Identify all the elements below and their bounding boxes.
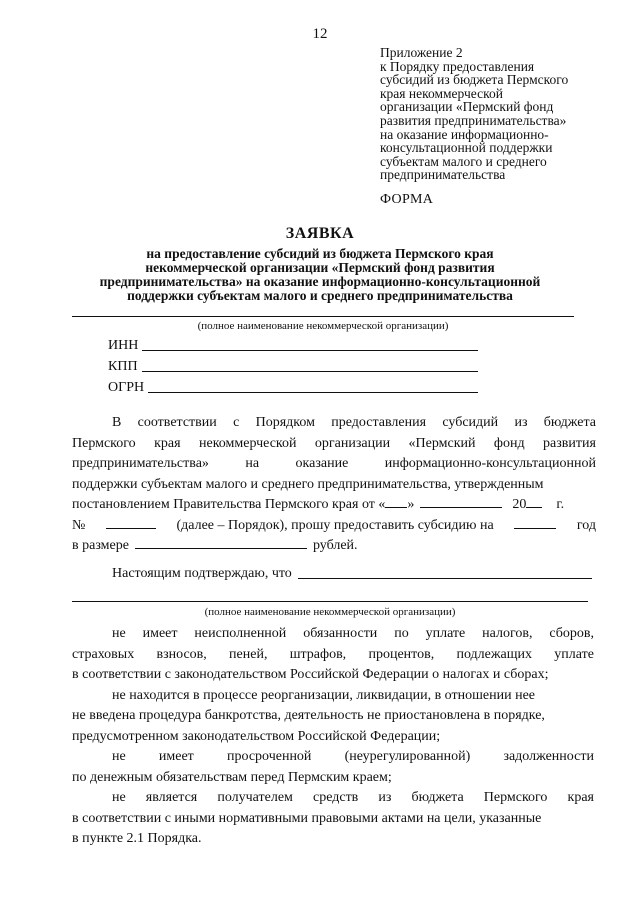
word: края [154, 435, 181, 451]
word: края [567, 790, 594, 805]
word: соответствии [137, 415, 217, 430]
para-line-1 [72, 413, 596, 434]
word: не [112, 790, 126, 805]
word: штрафов, [289, 646, 347, 662]
inn-line[interactable] [142, 350, 478, 351]
condition-2-line-2 [72, 706, 594, 727]
word: на [245, 456, 260, 471]
word: процентов, [368, 646, 435, 662]
word: имеет [142, 626, 178, 641]
confirm-blank[interactable] [298, 578, 592, 579]
appendix-line: Приложение 2 [380, 45, 463, 60]
word: по [394, 626, 409, 641]
ogrn-label: ОГРН [108, 380, 145, 395]
word: предпринимательства» [72, 456, 209, 471]
word: из [378, 790, 392, 805]
word: страховых [72, 646, 135, 662]
appendix-line: развития предпринимательства» [380, 112, 567, 128]
word: информационно-консультационной [384, 456, 596, 471]
condition-text: предусмотренном законодательством Российской Федерации; [72, 728, 441, 744]
para-text: г. [556, 497, 565, 512]
word: с [233, 415, 240, 430]
word: не [112, 749, 126, 764]
condition-1-line-3 [72, 665, 594, 686]
word: задолженности [503, 749, 594, 764]
condition-text: в пункте 2.1 Порядка. [72, 831, 202, 846]
confirm-line [112, 566, 592, 582]
word: уплате [554, 646, 594, 662]
condition-1-line-1 [72, 624, 594, 645]
appendix-line: предпринимательства [380, 167, 506, 183]
condition-text: не введена процедура банкротства, деятельность не приостановлена в порядке, [72, 708, 545, 723]
condition-text: по денежным обязательствам перед Пермским краем; [72, 769, 392, 785]
condition-4-line-3 [72, 829, 594, 850]
word: (неурегулированной) [344, 749, 471, 764]
para-text: рублей. [312, 538, 358, 553]
subtitle-line: на предоставление субсидий из бюджета Пермского края [146, 246, 494, 261]
inn-label: ИНН [108, 338, 139, 353]
condition-text: в соответствии с законодательством Российской Федерации о налогах и сборах; [72, 667, 549, 682]
appendix-heading [380, 46, 610, 182]
para-text: в размере [72, 538, 129, 553]
para-text: 20 [512, 497, 527, 512]
word: средств [312, 790, 359, 805]
word: взносов, [156, 646, 207, 662]
day-blank[interactable] [385, 495, 407, 508]
para-text: поддержки субъектам малого и среднего предпринимательства, утвержденным [72, 476, 544, 492]
para-text: (далее – Порядок), прошу предоставить субсидию на [176, 517, 494, 533]
ogrn-line[interactable] [148, 392, 478, 393]
word: обязанности [303, 626, 378, 641]
org-name-caption: (полное наименование некоммерческой организации) [197, 320, 449, 332]
word: имеет [158, 749, 194, 764]
word: оказание [295, 456, 349, 471]
word: просроченной [227, 749, 312, 764]
para-line-3 [72, 454, 596, 475]
word: «Пермский [408, 435, 476, 451]
month-blank[interactable] [420, 495, 502, 508]
word: из [514, 415, 528, 430]
word: Пермского [72, 435, 136, 451]
condition-4-line-1 [72, 788, 594, 809]
subtitle-line: поддержки субъектам малого и среднего предпринимательства [127, 288, 513, 303]
word: не [112, 626, 126, 641]
word: развития [543, 435, 596, 451]
word: Порядком [255, 415, 315, 430]
page-number: 12 [312, 26, 328, 42]
word: пеней, [229, 646, 268, 662]
subtitle-line: предпринимательства» на оказание информационно-консультационной [99, 274, 541, 289]
amount-blank[interactable] [135, 536, 307, 549]
word: субсидий [442, 415, 499, 430]
appendix-line: субъектам малого и среднего [380, 153, 547, 169]
para-line-2 [72, 434, 596, 455]
word: неисполненной [194, 626, 287, 641]
para-line-7 [72, 536, 596, 557]
word: В [112, 415, 122, 430]
appendix-line: консультационной поддержки [380, 140, 553, 156]
word: фонд [493, 435, 525, 451]
word: бюджета [543, 415, 596, 430]
condition-2-line-1 [72, 686, 594, 707]
condition-3-line-2 [72, 768, 594, 789]
appendix-line: на оказание информационно- [380, 126, 549, 142]
form-label: ФОРМА [380, 192, 434, 207]
word: некоммерческой [198, 435, 297, 451]
ogrn-field[interactable] [108, 380, 478, 396]
appendix-line: организации «Пермский фонд [380, 99, 554, 115]
kpp-label: КПП [108, 359, 138, 374]
condition-4-line-2 [72, 809, 594, 830]
number-blank[interactable] [106, 516, 156, 529]
org-name-line-2[interactable] [72, 601, 588, 602]
para-text: » [407, 497, 415, 512]
word: сборов, [549, 626, 594, 641]
para-text: № [72, 517, 86, 533]
subtitle-line: некоммерческой организации «Пермский фонд развития [145, 260, 495, 275]
word: является [145, 790, 198, 805]
word: Пермского [483, 790, 548, 805]
request-paragraph [72, 413, 596, 557]
inn-field[interactable] [108, 338, 478, 354]
word: бюджета [411, 790, 464, 805]
year-blank[interactable] [514, 516, 556, 529]
org-name-line[interactable] [72, 316, 574, 317]
para-text: год [576, 517, 596, 533]
appendix-line: субсидий из бюджета Пермского [380, 72, 569, 88]
document-subtitle [70, 247, 570, 303]
org-name-caption-2: (полное наименование некоммерческой организации) [204, 606, 456, 618]
word: получателем [217, 790, 293, 805]
confirm-text: Настоящим подтверждаю, что [112, 566, 292, 581]
condition-3-line-1 [72, 747, 594, 768]
condition-1-line-2 [72, 645, 594, 666]
document-title: ЗАЯВКА [285, 225, 355, 242]
kpp-field[interactable] [108, 359, 478, 375]
condition-2-line-3 [72, 727, 594, 748]
conditions-list [72, 624, 594, 850]
kpp-line[interactable] [142, 371, 478, 372]
word: уплате [425, 626, 466, 641]
para-line-6 [72, 516, 596, 537]
word: предоставления [331, 415, 427, 430]
word: подлежащих [456, 646, 533, 662]
condition-text: не находится в процессе реорганизации, ликвидации, в отношении нее [112, 687, 536, 703]
appendix-line: к Порядку предоставления [380, 58, 535, 74]
para-line-5 [72, 495, 596, 516]
para-text: постановлением Правительства Пермского края от « [72, 497, 386, 512]
year-blank[interactable] [526, 495, 542, 508]
word: организации [314, 435, 391, 451]
appendix-line: края некоммерческой [380, 85, 503, 101]
para-line-4 [72, 475, 596, 496]
condition-text: в соответствии с иными нормативными правовыми актами на цели, указанные [72, 810, 542, 826]
word: налогов, [482, 626, 533, 641]
